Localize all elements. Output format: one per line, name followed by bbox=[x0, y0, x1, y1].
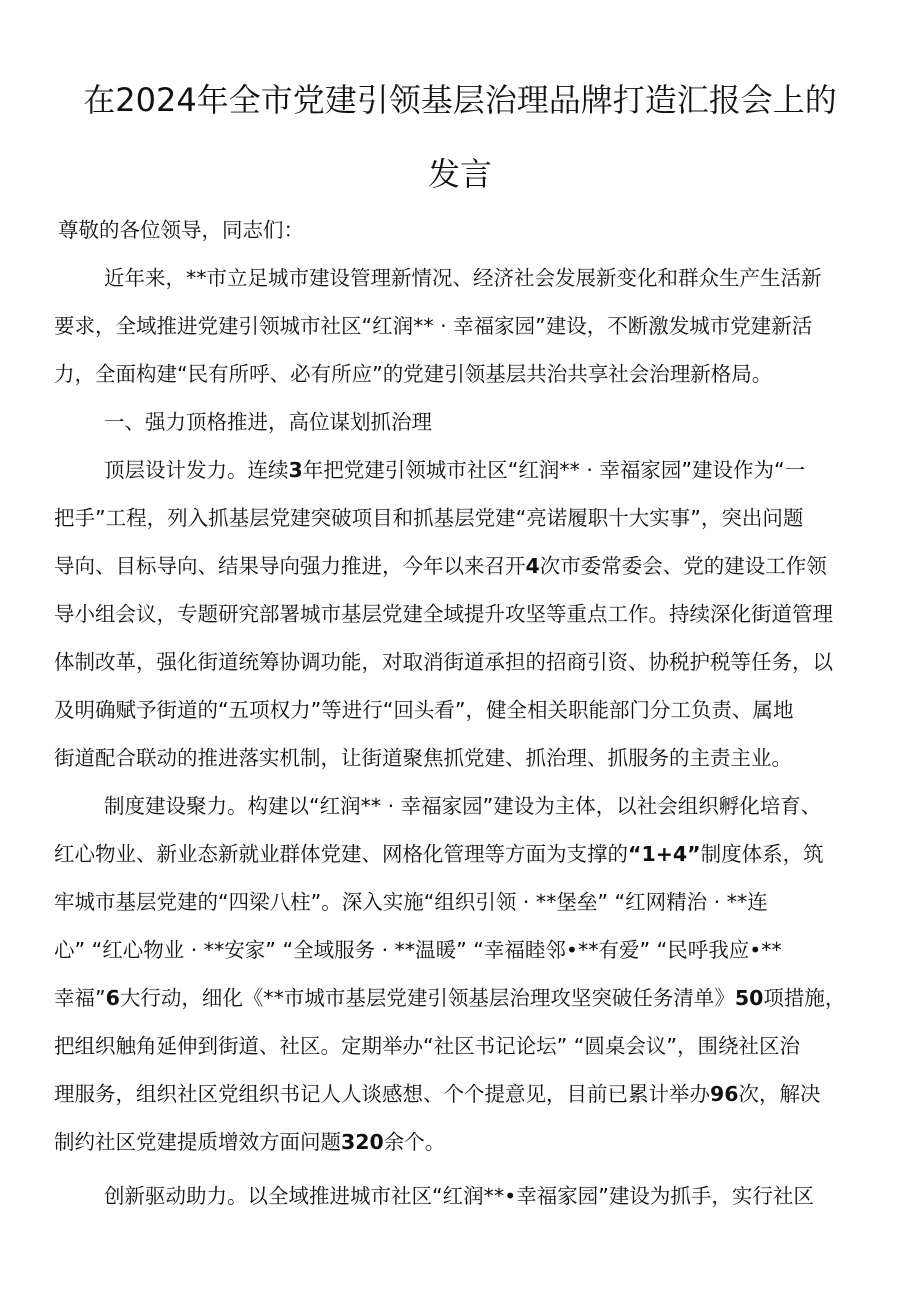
para-2-line-5-text-a: 幸福” bbox=[54, 986, 106, 1010]
intro-line-2: 要求，全域推进党建引领城市社区“红润** · 幸福家园”建设，不断激发城市党建新活 bbox=[54, 314, 813, 338]
para-2-number-96: 96 bbox=[710, 1082, 739, 1106]
para-1-number-3: 3 bbox=[288, 458, 303, 482]
para-1-line-3-text-c: 次市委常委会、党的建设工作领 bbox=[539, 554, 827, 578]
para-1-line-1 bbox=[104, 455, 805, 485]
para-1-line-1-text-c: 年把党建引领城市社区“红润** · 幸福家园”建设作为“一 bbox=[302, 458, 806, 482]
para-2-line-8 bbox=[54, 1127, 445, 1157]
para-2-1plus4: “1+4” bbox=[628, 842, 701, 866]
intro-line-3: 力，全面构建“民有所呼、必有所应”的党建引领基层共治共享社会治理新格局。 bbox=[54, 362, 773, 386]
para-1-number-4: 4 bbox=[525, 554, 540, 578]
para-2-line-2 bbox=[54, 839, 824, 869]
section-1-heading: 一、强力顶格推进，高位谋划抓治理 bbox=[104, 410, 432, 434]
para-1-line-7: 街道配合联动的推进落实机制，让街道聚焦抓党建、抓治理、抓服务的主责主业。 bbox=[54, 746, 792, 770]
para-2-line-7-text-a: 理服务，组织社区党组织书记人人谈感想、个个提意见，目前已累计举办 bbox=[54, 1082, 710, 1106]
para-2-number-320: 320 bbox=[341, 1130, 384, 1154]
para-2-line-7 bbox=[54, 1079, 821, 1109]
para-2-line-6: 把组织触角延伸到街道、社区。定期举办“社区书记论坛” “圆桌会议”，围绕社区治 bbox=[54, 1034, 800, 1058]
intro-line-1: 近年来，**市立足城市建设管理新情况、经济社会发展新变化和群众生产生活新 bbox=[104, 266, 822, 290]
para-1-line-2: 把手”工程，列入抓基层党建突破项目和抓基层党建“亮诺履职十大实事”，突出问题 bbox=[54, 506, 804, 530]
para-2-line-7-text-c: 次，解决 bbox=[738, 1082, 821, 1106]
para-2-number-50: 50 bbox=[734, 986, 764, 1010]
para-2-line-3: 牢城市基层党建的“四梁八柱”。深入实施“组织引领 · **堡垒” “红网精治 · **连 bbox=[54, 890, 768, 914]
para-3-line-1: 创新驱动助力。以全域推进城市社区“红润**•幸福家园”建设为抓手，实行社区 bbox=[104, 1184, 814, 1208]
para-1-line-3-text-a: 导向、目标导向、结果导向强力推进，今年以来召开 bbox=[54, 554, 526, 578]
para-2-line-2-text-c: 制度体系，筑 bbox=[700, 842, 824, 866]
para-2-line-1: 制度建设聚力。构建以“红润** · 幸福家园”建设为主体，以社会组织孵化培育、 bbox=[104, 794, 822, 818]
para-1-line-6: 及明确赋予街道的“五项权力”等进行“回头看”，健全相关职能部门分工负责、属地 bbox=[54, 698, 794, 722]
para-1-line-3 bbox=[54, 551, 827, 581]
para-1-line-1-text-a: 顶层设计发力。连续 bbox=[104, 458, 289, 482]
para-2-line-4: 心” “红心物业 · **安家” “全域服务 · **温暖” “幸福睦邻•**有爱” “民呼我应•** bbox=[54, 938, 782, 962]
para-2-line-5-text-c: 大行动，细化《**市城市基层党建引领基层治理攻坚突破任务清单》 bbox=[119, 986, 735, 1010]
document-title-line-2: 发言 bbox=[427, 155, 492, 193]
para-1-line-5: 体制改革，强化街道统筹协调功能，对取消街道承担的招商引资、协税护税等任务，以 bbox=[54, 650, 833, 674]
document-title-line-1: 在2024年全市党建引领基层治理品牌打造汇报会上的 bbox=[83, 81, 837, 119]
para-2-line-8-text-a: 制约社区党建提质增效方面问题 bbox=[54, 1130, 341, 1154]
para-1-line-4: 导小组会议，专题研究部署城市基层党建全域提升攻坚等重点工作。持续深化街道管理 bbox=[54, 602, 833, 626]
para-2-line-2-text-a: 红心物业、新业态新就业群体党建、网格化管理等方面为支撑的 bbox=[54, 842, 628, 866]
para-2-line-5-text-e: 项措施， bbox=[763, 986, 846, 1010]
para-2-line-8-text-c: 余个。 bbox=[383, 1130, 446, 1154]
salutation: 尊敬的各位领导，同志们： bbox=[58, 218, 304, 242]
para-2-line-5 bbox=[54, 983, 845, 1013]
para-2-number-6: 6 bbox=[105, 986, 120, 1010]
